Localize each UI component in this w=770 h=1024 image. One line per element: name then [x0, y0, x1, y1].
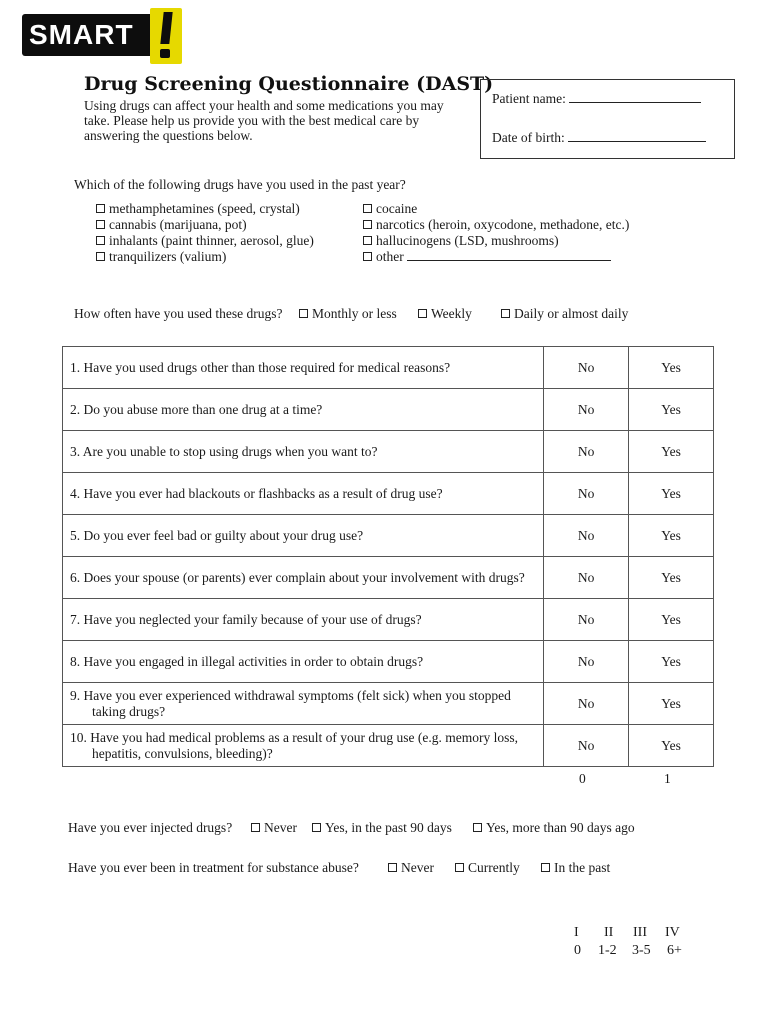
drug-label: narcotics (heroin, oxycodone, methadone, etc.) [376, 217, 630, 232]
checkbox[interactable] [251, 823, 260, 832]
table-row [63, 389, 714, 431]
level-range: 3-5 [632, 943, 651, 958]
question-line: 6. Does your spouse (or parents) ever complain about your involvement with drugs? [70, 569, 525, 585]
question-line: taking drugs? [92, 703, 166, 719]
answer-no[interactable]: No [544, 347, 629, 389]
frequency-option[interactable] [418, 306, 472, 322]
checkbox[interactable] [363, 252, 372, 261]
patient-name-row [492, 91, 701, 107]
checkbox[interactable] [363, 204, 372, 213]
question-line: 3. Are you unable to stop using drugs when you want to? [70, 443, 378, 459]
answer-yes[interactable]: Yes [629, 389, 714, 431]
answer-no[interactable]: No [544, 683, 629, 725]
drug-option-left[interactable] [96, 217, 247, 233]
drug-option-left[interactable] [96, 233, 314, 249]
level-label: I [574, 925, 579, 940]
question-line: hepatitis, convulsions, bleeding)? [92, 745, 273, 761]
frequency-option[interactable] [299, 306, 397, 322]
checkbox[interactable] [473, 823, 482, 832]
table-row [63, 725, 714, 767]
drug-option-left[interactable] [96, 249, 226, 265]
dob-field[interactable] [568, 130, 706, 142]
table-row [63, 557, 714, 599]
answer-yes[interactable]: Yes [629, 641, 714, 683]
checkbox[interactable] [501, 309, 510, 318]
injected-option[interactable] [312, 820, 452, 836]
question-text [63, 347, 544, 389]
question-line: 5. Do you ever feel bad or guilty about your drug use? [70, 527, 364, 543]
answer-yes[interactable]: Yes [629, 599, 714, 641]
score-yes: 1 [664, 771, 671, 786]
logo-text: SMART [29, 19, 134, 50]
checkbox[interactable] [455, 863, 464, 872]
checkbox[interactable] [363, 236, 372, 245]
question-line: 8. Have you engaged in illegal activities in order to obtain drugs? [70, 653, 424, 669]
answer-yes[interactable]: Yes [629, 347, 714, 389]
drug-option-other[interactable] [363, 249, 611, 265]
answer-yes[interactable]: Yes [629, 725, 714, 767]
answer-no[interactable]: No [544, 557, 629, 599]
answer-no[interactable]: No [544, 641, 629, 683]
table-row [63, 641, 714, 683]
table-row [63, 683, 714, 725]
checkbox[interactable] [96, 204, 105, 213]
frequency-question: How often have you used these drugs? [74, 306, 283, 321]
question-line: 7. Have you neglected your family because of your use of drugs? [70, 611, 422, 627]
table-row [63, 431, 714, 473]
drug-option-right[interactable] [363, 233, 559, 249]
question-text [63, 431, 544, 473]
option-label: In the past [554, 860, 611, 875]
question-text [63, 599, 544, 641]
checkbox[interactable] [312, 823, 321, 832]
option-label: Currently [468, 860, 520, 875]
dast-questions-table [62, 346, 714, 767]
option-label: Never [264, 820, 297, 835]
question-text [63, 515, 544, 557]
drug-label: methamphetamines (speed, crystal) [109, 201, 300, 216]
other-drug-field[interactable] [407, 249, 611, 261]
answer-no[interactable]: No [544, 725, 629, 767]
checkbox[interactable] [418, 309, 427, 318]
level-label: II [604, 925, 614, 940]
answer-yes[interactable]: Yes [629, 431, 714, 473]
question-line: 10. Have you had medical problems as a result of your drug use (e.g. memory loss, [70, 729, 519, 745]
answer-no[interactable]: No [544, 473, 629, 515]
checkbox[interactable] [96, 220, 105, 229]
question-line: 9. Have you ever experienced withdrawal symptoms (felt sick) when you stopped [70, 687, 511, 703]
level-range: 1-2 [598, 943, 617, 958]
frequency-option[interactable] [501, 306, 628, 322]
answer-yes[interactable]: Yes [629, 683, 714, 725]
treatment-option[interactable] [388, 860, 434, 876]
question-text [63, 641, 544, 683]
question-line: 1. Have you used drugs other than those required for medical reasons? [70, 359, 451, 375]
question-text [63, 389, 544, 431]
question-text [63, 683, 544, 725]
question-line: 2. Do you abuse more than one drug at a time? [70, 401, 323, 417]
question-text [63, 473, 544, 515]
drug-option-left[interactable] [96, 201, 300, 217]
level-range: 0 [574, 943, 581, 958]
drug-option-right[interactable] [363, 201, 417, 217]
answer-yes[interactable]: Yes [629, 473, 714, 515]
table-row [63, 599, 714, 641]
table-row [63, 473, 714, 515]
injected-option[interactable] [251, 820, 297, 836]
drug-label: inhalants (paint thinner, aerosol, glue) [109, 233, 314, 248]
answer-no[interactable]: No [544, 515, 629, 557]
drug-option-right[interactable] [363, 217, 629, 233]
level-range: 6+ [667, 943, 682, 958]
option-label: Yes, more than 90 days ago [486, 820, 635, 835]
question-text [63, 557, 544, 599]
option-label: Monthly or less [312, 306, 397, 321]
drug-label: other [376, 249, 404, 264]
patient-name-field[interactable] [569, 91, 701, 103]
dob-label: Date of birth: [492, 130, 565, 145]
dob-row [492, 130, 706, 146]
treatment-question: Have you ever been in treatment for substance abuse? [68, 860, 359, 875]
drug-label: cocaine [376, 201, 418, 216]
logo-exclamation-icon [150, 8, 182, 64]
table-row [63, 515, 714, 557]
checkbox[interactable] [96, 236, 105, 245]
level-label: IV [665, 925, 680, 940]
option-label: Yes, in the past 90 days [325, 820, 452, 835]
checkbox[interactable] [363, 220, 372, 229]
answer-no[interactable]: No [544, 389, 629, 431]
answer-yes[interactable]: Yes [629, 515, 714, 557]
drugs-question: Which of the following drugs have you used in the past year? [74, 177, 406, 192]
patient-name-label: Patient name: [492, 91, 566, 106]
injected-question: Have you ever injected drugs? [68, 820, 233, 835]
level-label: III [633, 925, 647, 940]
drug-label: cannabis (marijuana, pot) [109, 217, 247, 232]
checkbox[interactable] [388, 863, 397, 872]
answer-no[interactable]: No [544, 431, 629, 473]
question-line: 4. Have you ever had blackouts or flashbacks as a result of drug use? [70, 485, 443, 501]
option-label: Never [401, 860, 434, 875]
page-title: Drug Screening Questionnaire (DAST) [84, 73, 494, 95]
treatment-option[interactable] [455, 860, 520, 876]
question-text [63, 725, 544, 767]
score-no: 0 [579, 771, 586, 786]
patient-info-box [480, 79, 735, 159]
answer-yes[interactable]: Yes [629, 557, 714, 599]
checkbox[interactable] [96, 252, 105, 261]
drug-label: hallucinogens (LSD, mushrooms) [376, 233, 559, 248]
intro-text: Using drugs can affect your health and some medications you may take. Please help us provide you with the best medical care by answering the questions below. [84, 98, 444, 143]
checkbox[interactable] [541, 863, 550, 872]
checkbox[interactable] [299, 309, 308, 318]
option-label: Weekly [431, 306, 472, 321]
option-label: Daily or almost daily [514, 306, 629, 321]
treatment-option[interactable] [541, 860, 610, 876]
answer-no[interactable]: No [544, 599, 629, 641]
drug-label: tranquilizers (valium) [109, 249, 227, 264]
injected-option[interactable] [473, 820, 635, 836]
table-row [63, 347, 714, 389]
